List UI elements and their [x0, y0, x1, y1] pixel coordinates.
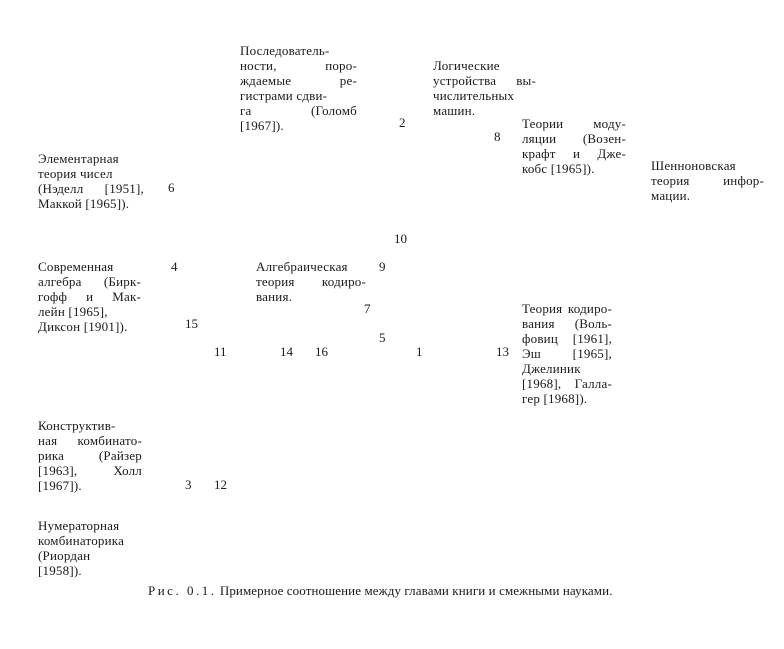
box-line: Нумераторная	[38, 518, 120, 533]
box-line: алгебра (Бирк-	[38, 274, 141, 289]
chapter-number-5: 5	[379, 330, 386, 345]
chapter-number-13: 13	[496, 344, 509, 359]
box-elementary-number-theory	[38, 151, 144, 211]
box-line: Джелиник	[522, 361, 581, 376]
box-sequences-shift-registers	[240, 43, 357, 133]
box-line: [1967]).	[38, 478, 82, 493]
box-line: гистрами сдви-	[240, 88, 328, 103]
box-line: крафт и Дже-	[522, 146, 626, 161]
box-line: устройства вы-	[433, 73, 536, 88]
box-line: ляции (Возен-	[522, 131, 626, 146]
box-line: вания.	[256, 289, 293, 304]
box-line: фовиц [1961],	[522, 331, 612, 346]
chapter-number-7: 7	[364, 301, 371, 316]
box-enumerative-combinatorics	[38, 518, 144, 578]
box-line: (Риордан	[38, 548, 91, 563]
box-line: [1958]).	[38, 563, 82, 578]
box-line: кобс [1965]).	[522, 161, 595, 176]
chapter-number-16: 16	[315, 344, 328, 359]
box-modern-algebra	[38, 259, 141, 334]
box-line: [1968], Галла-	[522, 376, 612, 391]
box-line: Эш [1965],	[522, 346, 612, 361]
chapter-number-10: 10	[394, 231, 407, 246]
box-line: Диксон [1901]).	[38, 319, 128, 334]
chapter-number-11: 11	[214, 344, 227, 359]
box-line: [1963], Холл	[38, 463, 142, 478]
box-line: комбинаторика	[38, 533, 125, 548]
box-line: мации.	[651, 188, 691, 203]
figure-caption-text: Примерное соотношение между главами книги и смежными науками.	[219, 583, 613, 598]
box-coding-theory	[522, 301, 612, 406]
box-line: теория чисел	[38, 166, 113, 181]
box-line: Современная	[38, 259, 114, 274]
box-line: числительных	[433, 88, 515, 103]
box-line: машин.	[433, 103, 476, 118]
box-line: Логические	[433, 58, 500, 73]
box-line: Элементарная	[38, 151, 119, 166]
box-modulation-theory	[522, 116, 626, 176]
box-line: (Нэделл [1951],	[38, 181, 144, 196]
box-algebraic-coding-theory	[256, 259, 366, 304]
box-line: Шенноновская	[651, 158, 736, 173]
box-line: Конструктив-	[38, 418, 116, 433]
box-line: ждаемые ре-	[240, 73, 357, 88]
box-line: ная комбинато-	[38, 433, 142, 448]
box-line: [1967]).	[240, 118, 284, 133]
chapter-number-1: 1	[416, 344, 423, 359]
box-logic-devices	[433, 58, 536, 118]
box-line: ности, поро-	[240, 58, 357, 73]
chapter-number-6: 6	[168, 180, 175, 195]
box-line: теория инфор-	[651, 173, 764, 188]
box-line: гофф и Мак-	[38, 289, 141, 304]
box-line: Теория кодиро-	[522, 301, 612, 316]
box-line: теория кодиро-	[256, 274, 366, 289]
box-line: рика (Райзер	[38, 448, 142, 463]
chapter-number-9: 9	[379, 259, 386, 274]
box-line: лейн [1965],	[38, 304, 108, 319]
box-line: Алгебраическая	[256, 259, 348, 274]
box-line: вания (Воль-	[522, 316, 612, 331]
box-line: Маккой [1965]).	[38, 196, 130, 211]
chapter-number-14: 14	[280, 344, 293, 359]
chapter-number-4: 4	[171, 259, 178, 274]
figure-caption	[148, 583, 613, 598]
box-constructive-combinatorics	[38, 418, 142, 493]
chapter-number-8: 8	[494, 129, 501, 144]
figure-caption-label: Рис. 0.1.	[148, 583, 217, 598]
box-line: Последователь-	[240, 43, 330, 58]
chapter-number-15: 15	[185, 316, 198, 331]
box-line: га (Голомб	[240, 103, 357, 118]
chapter-number-3: 3	[185, 477, 192, 492]
box-line: Теории моду-	[522, 116, 626, 131]
box-line: гер [1968]).	[522, 391, 588, 406]
chapter-number-2: 2	[399, 115, 406, 130]
chapter-number-12: 12	[214, 477, 227, 492]
box-shannon-information-theory	[651, 158, 764, 203]
